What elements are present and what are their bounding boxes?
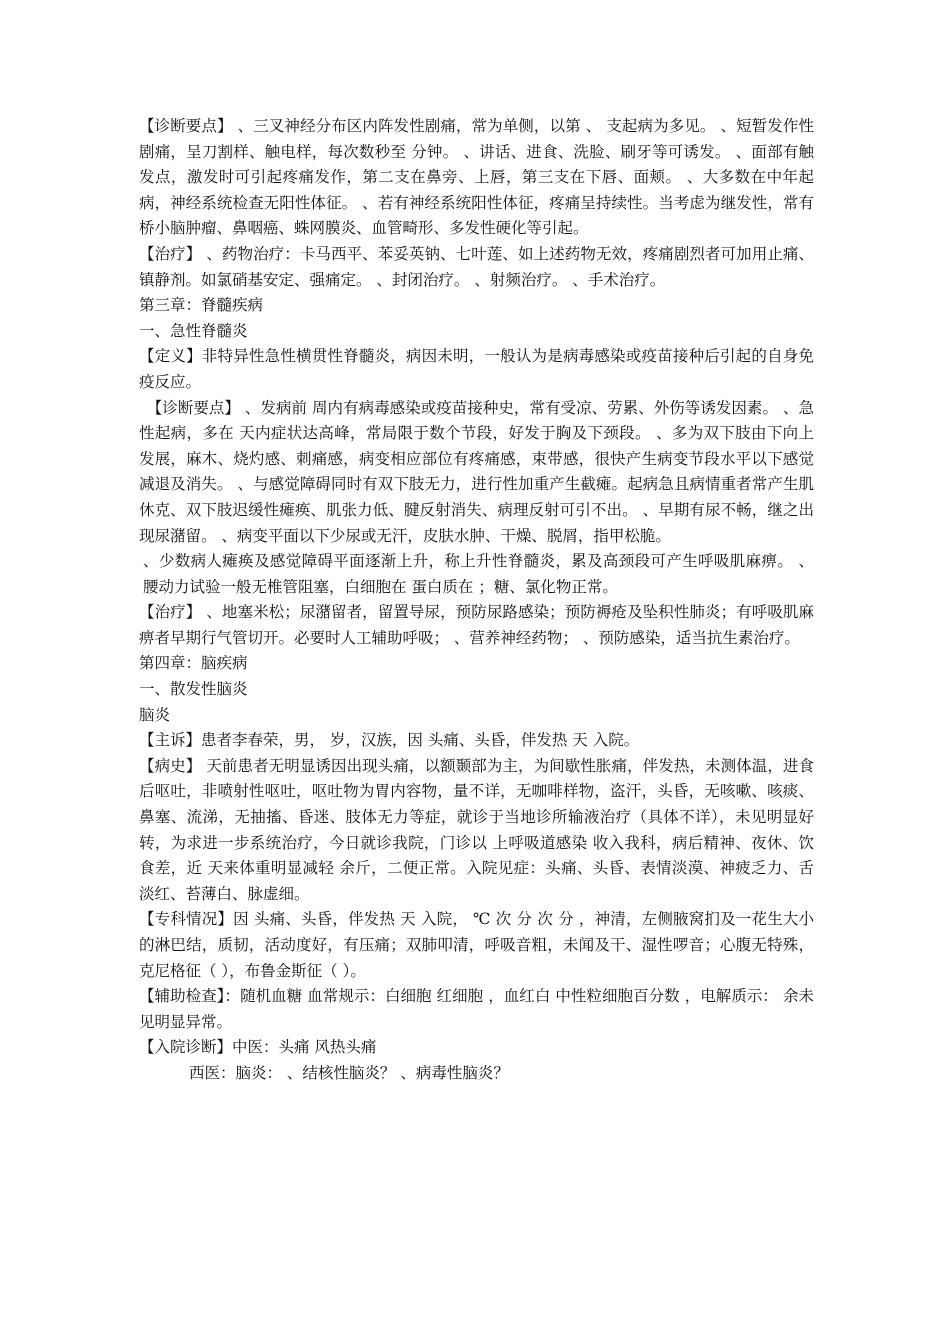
- paragraph-myelitis-treatment: 【治疗】 、地塞米松；尿潴留者，留置导尿，预防尿路感染；预防褥疮及坠积性肺炎；有呼吸肌麻痹者早期行气管切开。必要时人工辅助呼吸； 、营养神经药物； 、预防感染，适当抗生素治疗。: [139, 603, 814, 647]
- paragraph-definition: 【定义】非特异性急性横贯性脊髓炎，病因未明，一般认为是病毒感染或疫苗接种后引起的自身免疫反应。: [139, 347, 814, 391]
- paragraph-aux-exam: 【辅助检查】：随机血糖 血常规示：白细胞 红细胞 ，血红白 中性粒细胞百分数 ，电解质示： 余未见明显异常。: [139, 987, 814, 1031]
- paragraph-history: 【病史】 天前患者无明显诱因出现头痛，以额颞部为主，为间歇性胀痛，伴发热，未测体温，进食后呕吐，非喷射性呕吐，呕吐物为胃内容物，量不详，无咖啡样物，盗汗，头昏，无咳嗽、咳痰、鼻塞、流涕，无抽搐、昏迷、肢体无力等症，就诊于当地诊所输液治疗（具体不详），未见明显好转，为求进一步系统治疗，今日就诊我院，门诊以 上呼吸道感染 收入我科，病后精神、夜休、饮食差，近 天来体重明显减轻 余斤，二便正常。入院见症：头痛、头昏、表情淡漠、神疲乏力、舌淡红、苔薄白、脉虚细。: [139, 756, 814, 903]
- document-body: [139, 114, 814, 1087]
- section-heading-encephalitis: 一、散发性脑炎: [139, 680, 248, 699]
- chapter-heading-brain: 第四章：脑疾病: [139, 654, 248, 673]
- case-title: 脑炎: [139, 705, 171, 724]
- paragraph-myelitis-extra: 、少数病人瘫痪及感觉障碍平面逐渐上升，称上升性脊髓炎，累及高颈段可产生呼吸肌麻痹。 、腰动力试验一般无椎管阻塞，白细胞在 蛋白质在 ；糖、氯化物正常。: [143, 552, 814, 596]
- section-heading-myelitis: 一、急性脊髓炎: [139, 321, 248, 340]
- paragraph-myelitis-diagnosis: 【诊断要点】 、发病前 周内有病毒感染或疫苗接种史，常有受凉、劳累、外伤等诱发因素。 、急性起病，多在 天内症状达高峰，常局限于数个节段，好发于胸及下颈段。 、多为双下肢由下向上发展，麻木、烧灼感、刺痛感，病变相应部位有疼痛感，束带感，很快产生病变节段水平以下感觉减退及消失。 、与感觉障碍同时有双下肢无力，进行性加重产生截瘫。起病急且病情重者常产生肌休克、双下肢迟缓性瘫痪、肌张力低、腱反射消失、病理反射可引不出。 、早期有尿不畅，继之出现尿潴留。 、病变平面以下少尿或无汗，皮肤水肿、干燥、脱屑，指甲松脆。: [139, 398, 814, 545]
- paragraph-treatment: 【治疗】 、药物治疗：卡马西平、苯妥英钠、七叶莲、如上述药物无效，疼痛剧烈者可加用止痛、镇静剂。如氯硝基安定、强痛定。 、封闭治疗。 、射频治疗。 、手术治疗。: [139, 244, 814, 289]
- paragraph-specialty-exam: 【专科情况】因 头痛、头昏，伴发热 天 入院， ℃ 次 分 次 分 ，神清，左侧腋窝扪及一花生大小的淋巴结，质韧，活动度好，有压痛；双肺叩清，呼吸音粗，未闻及干、湿性啰音；心腹无特殊，克尼格征（ ），布鲁金斯征（ ）。: [139, 910, 814, 980]
- paragraph-diagnosis-points: 【诊断要点】 、三叉神经分布区内阵发性剧痛，常为单侧，以第 、 支起病为多见。 、短暂发作性剧痛，呈刀割样、触电样，每次数秒至 分钟。 、讲话、进食、洗脸、刷牙等可诱发。 、面部有触发点，激发时可引起疼痛发作，第二支在鼻旁、上唇，第三支在下唇、面颊。 、大多数在中年起病，神经系统检查无阳性体征。 、若有神经系统阳性体征，疼痛呈持续性。当考虑为继发性，常有桥小脑肿瘤、鼻咽癌、蛛网膜炎、血管畸形、多发性硬化等引起。: [139, 117, 814, 238]
- chapter-heading-spinal: 第三章：脊髓疾病: [139, 296, 264, 315]
- paragraph-western-diagnosis: 西医：脑炎： 、结核性脑炎？ 、病毒性脑炎？: [189, 1063, 509, 1082]
- paragraph-chief-complaint: 【主诉】患者李春荣，男， 岁，汉族，因 头痛、头昏，伴发热 天 入院。: [139, 731, 640, 750]
- paragraph-admission-diagnosis: 【入院诊断】中医：头痛 风热头痛: [139, 1038, 377, 1057]
